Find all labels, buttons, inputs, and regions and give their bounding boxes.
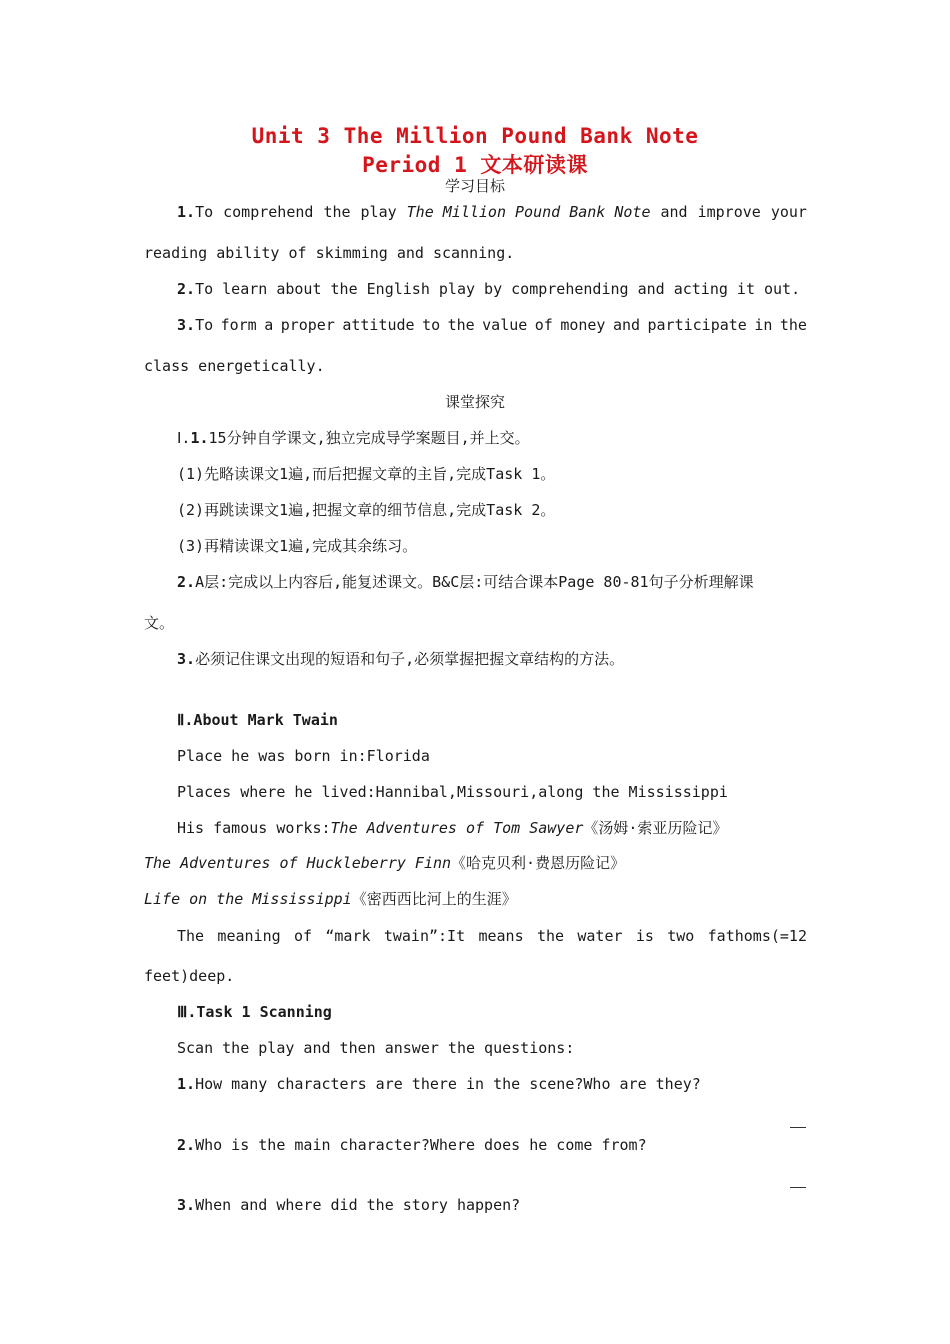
question-1-text: How many characters are there in the scene?Who are they? [195, 1075, 701, 1093]
word: the [536, 927, 565, 945]
word: proper [280, 316, 335, 334]
question-3-number: 3. [177, 1196, 196, 1214]
question-3 [177, 1195, 520, 1215]
word: meaning [217, 927, 281, 945]
word: and [660, 203, 688, 221]
explore-item-2-continuation: 文。 [144, 614, 175, 632]
word: the [323, 203, 351, 221]
mark-twain-meaning [177, 926, 807, 946]
objective-3-continuation: class energetically. [144, 357, 325, 375]
explore-item-2-number: 2. [177, 573, 196, 591]
explore-item-1 [177, 428, 530, 448]
work-title: The Adventures of Tom Sawyer [330, 819, 584, 837]
word: of [534, 316, 553, 334]
task1-heading: Ⅲ.Task 1 Scanning [177, 1003, 332, 1021]
word: money [560, 316, 606, 334]
work-title: The Adventures of Huckleberry Finn [144, 854, 452, 872]
word: the [779, 316, 807, 334]
objective-1-continuation: reading ability of skimming and scanning. [144, 244, 515, 262]
roman-numeral: Ⅰ. [177, 429, 191, 447]
word: water [577, 927, 623, 945]
question-2-text: Who is the main character?Where does he come from? [195, 1136, 647, 1154]
objective-1 [177, 202, 807, 222]
explore-item-2-text: A层:完成以上内容后,能复述课文。B&C层:可结合课本Page 80-81句子分析理解课 [195, 573, 754, 591]
explore-item-2 [177, 572, 754, 592]
word: of [293, 927, 313, 945]
word: The [177, 927, 205, 945]
word: improve [697, 203, 761, 221]
explore-sub-2: (2)再跳读课文1遍,把握文章的细节信息,完成Task 2。 [177, 501, 556, 519]
question-1 [177, 1074, 701, 1094]
objective-2-text: To learn about the English play by comprehending and acting it out. [195, 280, 801, 298]
work-3 [144, 889, 517, 909]
question-1-number: 1. [177, 1075, 196, 1093]
word: in [754, 316, 773, 334]
word: value [482, 316, 528, 334]
works-line [177, 818, 727, 838]
explore-heading: 课堂探究 [444, 393, 505, 411]
word: To [195, 203, 214, 221]
word: and [612, 316, 641, 334]
word: two [667, 927, 695, 945]
question-3-text: When and where did the story happen? [195, 1196, 521, 1214]
work-cn: 《密西西比河上的生涯》 [351, 890, 517, 908]
word: form [220, 316, 257, 334]
unit-title: Unit 3 The Million Pound Bank Note [251, 124, 699, 148]
work-title: Life on the Mississippi [144, 890, 352, 908]
explore-sub-1: (1)先略读课文1遍,而后把握文章的主旨,完成Task 1。 [177, 465, 556, 483]
word: means [478, 927, 524, 945]
work-cn: 《汤姆·索亚历险记》 [583, 819, 728, 837]
word: your [770, 203, 807, 221]
question-2 [177, 1135, 647, 1155]
birthplace: Place he was born in:Florida [177, 747, 430, 765]
explore-item-1-number: 1. [190, 429, 209, 447]
word: attitude [342, 316, 415, 334]
explore-item-3 [177, 649, 624, 669]
objective-3 [177, 315, 807, 335]
word: participate [647, 316, 747, 334]
question-2-number: 2. [177, 1136, 196, 1154]
works-label: His famous works: [177, 819, 331, 837]
word: comprehend [223, 203, 314, 221]
places-lived: Places where he lived:Hannibal,Missouri,along the Mississippi [177, 783, 728, 801]
objective-1-number: 1. [177, 203, 196, 221]
word: “mark [325, 927, 371, 945]
objectives-heading: 学习目标 [444, 177, 505, 195]
objective-3-number: 3. [177, 316, 196, 334]
word: the [447, 316, 475, 334]
explore-item-3-number: 3. [177, 650, 196, 668]
task1-instruction: Scan the play and then answer the questions: [177, 1039, 575, 1057]
objective-2-number: 2. [177, 280, 196, 298]
explore-item-3-text: 必须记住课文出现的短语和句子,必须掌握把握文章结构的方法。 [195, 650, 625, 668]
objective-2 [177, 279, 800, 299]
word: is [635, 927, 654, 945]
word: play [360, 203, 397, 221]
about-heading: Ⅱ.About Mark Twain [177, 711, 338, 729]
answer-blank-1[interactable] [790, 1127, 806, 1128]
period-title: Period 1 文本研读课 [362, 153, 588, 177]
word: to [422, 316, 441, 334]
mark-twain-meaning-continuation: feet)deep. [144, 967, 235, 985]
explore-sub-3: (3)再精读课文1遍,完成其余练习。 [177, 537, 418, 555]
work-2 [144, 853, 625, 873]
word: a [264, 316, 274, 334]
word: To [195, 316, 214, 334]
word: fathoms(=12 [707, 927, 807, 945]
word: twain”:It [383, 927, 466, 945]
work-cn: 《哈克贝利·费恩历险记》 [451, 854, 626, 872]
explore-item-1-text: 15分钟自学课文,独立完成导学案题目,并上交。 [208, 429, 530, 447]
answer-blank-2[interactable] [790, 1187, 806, 1188]
play-title: The Million Pound Bank Note [406, 203, 651, 221]
